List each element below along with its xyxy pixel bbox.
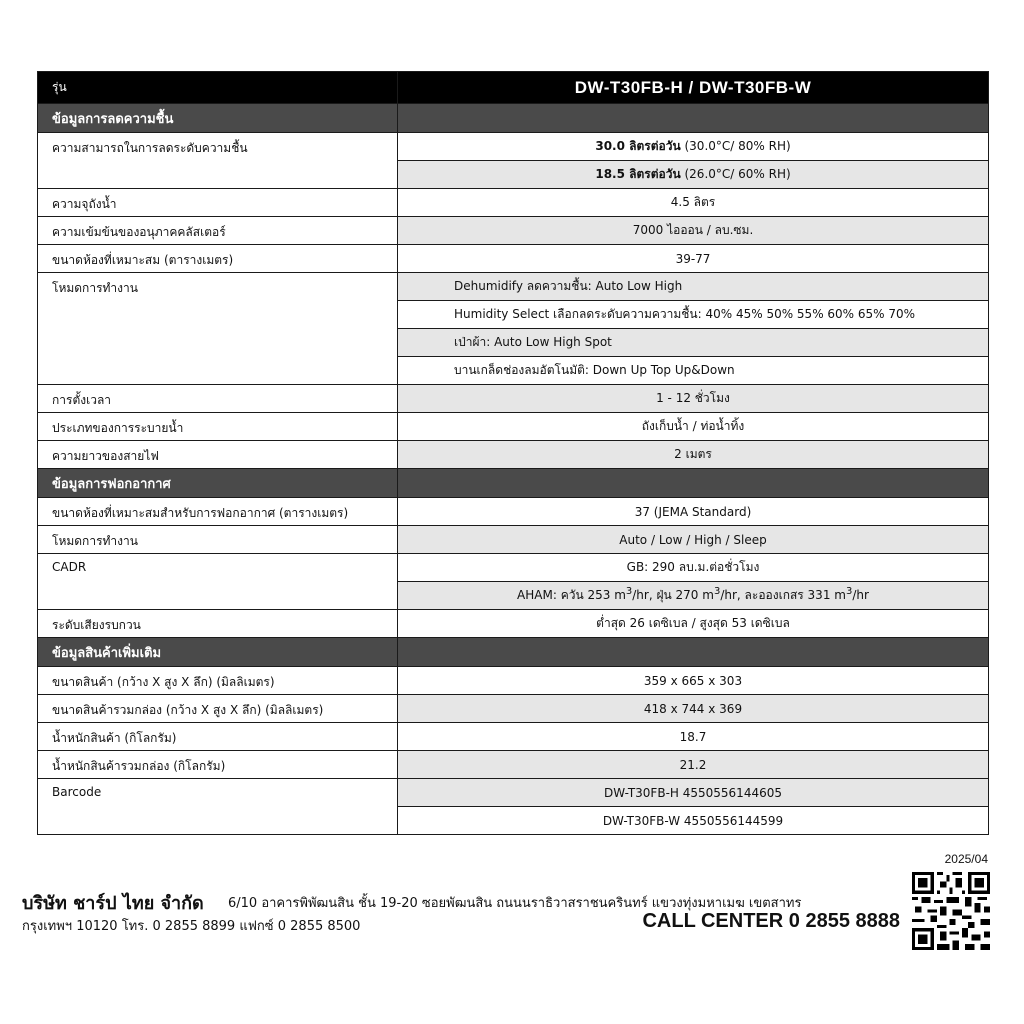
call-center: CALL CENTER 0 2855 8888 [642,910,900,932]
purify-room-value: 37 (JEMA Standard) [398,498,989,526]
timer-value: 1 - 12 ชั่วโมง [398,385,989,413]
table-row [38,723,989,751]
weight-label: น้ำหนักสินค้า (กิโลกรัม) [38,723,398,751]
table-row [38,554,989,582]
drain-label: ประเภทของการระบายน้ำ [38,413,398,441]
timer-label: การตั้งเวลา [38,385,398,413]
box-weight-label: น้ำหนักสินค้ารวมกล่อง (กิโลกรัม) [38,751,398,779]
company-address-line-1: 6/10 อาคารพิพัฒนสิน ชั้น 19-20 ซอยพัฒนสิน ถนนนราธิวาสราชนครินทร์ แขวงทุ่งมหาเมฆ เขตสาทร [228,896,802,911]
barcode-value-1: DW-T30FB-H 4550556144605 [398,779,989,807]
barcode-value-2: DW-T30FB-W 4550556144599 [398,807,989,835]
drain-value: ถังเก็บน้ำ / ท่อน้ำทิ้ง [398,413,989,441]
barcode-label: Barcode [38,779,398,835]
table-header-row [38,72,989,104]
section-purify-title: ข้อมูลการฟอกอากาศ [38,469,398,498]
room-label: ขนาดห้องที่เหมาะสม (ตารางเมตร) [38,245,398,273]
spec-table [37,71,989,835]
model-value: DW-T30FB-H / DW-T30FB-W [398,72,989,104]
table-row [38,245,989,273]
section-filler [398,469,989,498]
capacity-value-1: 30.0 ลิตรต่อวัน (30.0°C/ 80% RH) [398,133,989,161]
section-row [38,638,989,667]
footer [0,850,1024,970]
capacity-label: ความสามารถในการลดระดับความชื้น [38,133,398,189]
table-row [38,498,989,526]
table-row [38,526,989,554]
tank-value: 4.5 ลิตร [398,189,989,217]
section-filler [398,638,989,667]
mode-value-1: Dehumidify ลดความชื้น: Auto Low High [398,273,989,301]
box-size-label: ขนาดสินค้ารวมกล่อง (กว้าง X สูง X ลึก) (มิลลิเมตร) [38,695,398,723]
tank-label: ความจุถังน้ำ [38,189,398,217]
section-row [38,104,989,133]
cord-value: 2 เมตร [398,441,989,469]
table-row [38,273,989,301]
box-weight-value: 21.2 [398,751,989,779]
cadr-value-1: GB: 290 ลบ.ม.ต่อชั่วโมง [398,554,989,582]
purify-mode-value: Auto / Low / High / Sleep [398,526,989,554]
table-row [38,217,989,245]
table-row [38,751,989,779]
qr-code-icon[interactable] [912,872,990,950]
table-row [38,385,989,413]
purify-mode-label: โหมดการทำงาน [38,526,398,554]
table-row [38,695,989,723]
mode-value-3: เป่าผ้า: Auto Low High Spot [398,329,989,357]
box-size-value: 418 x 744 x 369 [398,695,989,723]
size-value: 359 x 665 x 303 [398,667,989,695]
section-extra-title: ข้อมูลสินค้าเพิ่มเติม [38,638,398,667]
table-row [38,779,989,807]
mode-value-2: Humidity Select เลือกลดระดับความความชื้น: 40% 45% 50% 55% 60% 65% 70% [398,301,989,329]
section-row [38,469,989,498]
noise-value: ต่ำสุด 26 เดซิเบล / สูงสุด 53 เดซิเบล [398,610,989,638]
capacity-value-2: 18.5 ลิตรต่อวัน (26.0°C/ 60% RH) [398,161,989,189]
ion-value: 7000 ไอออน / ลบ.ซม. [398,217,989,245]
table-row [38,441,989,469]
cadr-value-2: AHAM: ควัน 253 $m^3/hr$, ฝุ่น 270 $m^3/hr$, ละอองเกสร 331 $m^3/hr$ [398,582,989,610]
noise-label: ระดับเสียงรบกวน [38,610,398,638]
company-name: บริษัท ชาร์ป ไทย จำกัด [22,893,204,914]
document-date: 2025/04 [944,852,988,866]
size-label: ขนาดสินค้า (กว้าง X สูง X ลึก) (มิลลิเมตร) [38,667,398,695]
weight-value: 18.7 [398,723,989,751]
table-row [38,610,989,638]
table-row [38,133,989,161]
table-row [38,413,989,441]
table-row [38,667,989,695]
ion-label: ความเข้มข้นของอนุภาคคลัสเตอร์ [38,217,398,245]
cadr-label: CADR [38,554,398,610]
section-dehumid-title: ข้อมูลการลดความชื้น [38,104,398,133]
mode-value-4: บานเกล็ดช่องลมอัตโนมัติ: Down Up Top Up&Down [398,357,989,385]
model-label: รุ่น [38,72,398,104]
cord-label: ความยาวของสายไฟ [38,441,398,469]
company-address-line-2: กรุงเทพฯ 10120 โทร. 0 2855 8899 แฟกซ์ 0 2855 8500 [22,919,361,934]
mode-label: โหมดการทำงาน [38,273,398,385]
section-filler [398,104,989,133]
table-row [38,189,989,217]
room-value: 39-77 [398,245,989,273]
purify-room-label: ขนาดห้องที่เหมาะสมสำหรับการฟอกอากาศ (ตารางเมตร) [38,498,398,526]
